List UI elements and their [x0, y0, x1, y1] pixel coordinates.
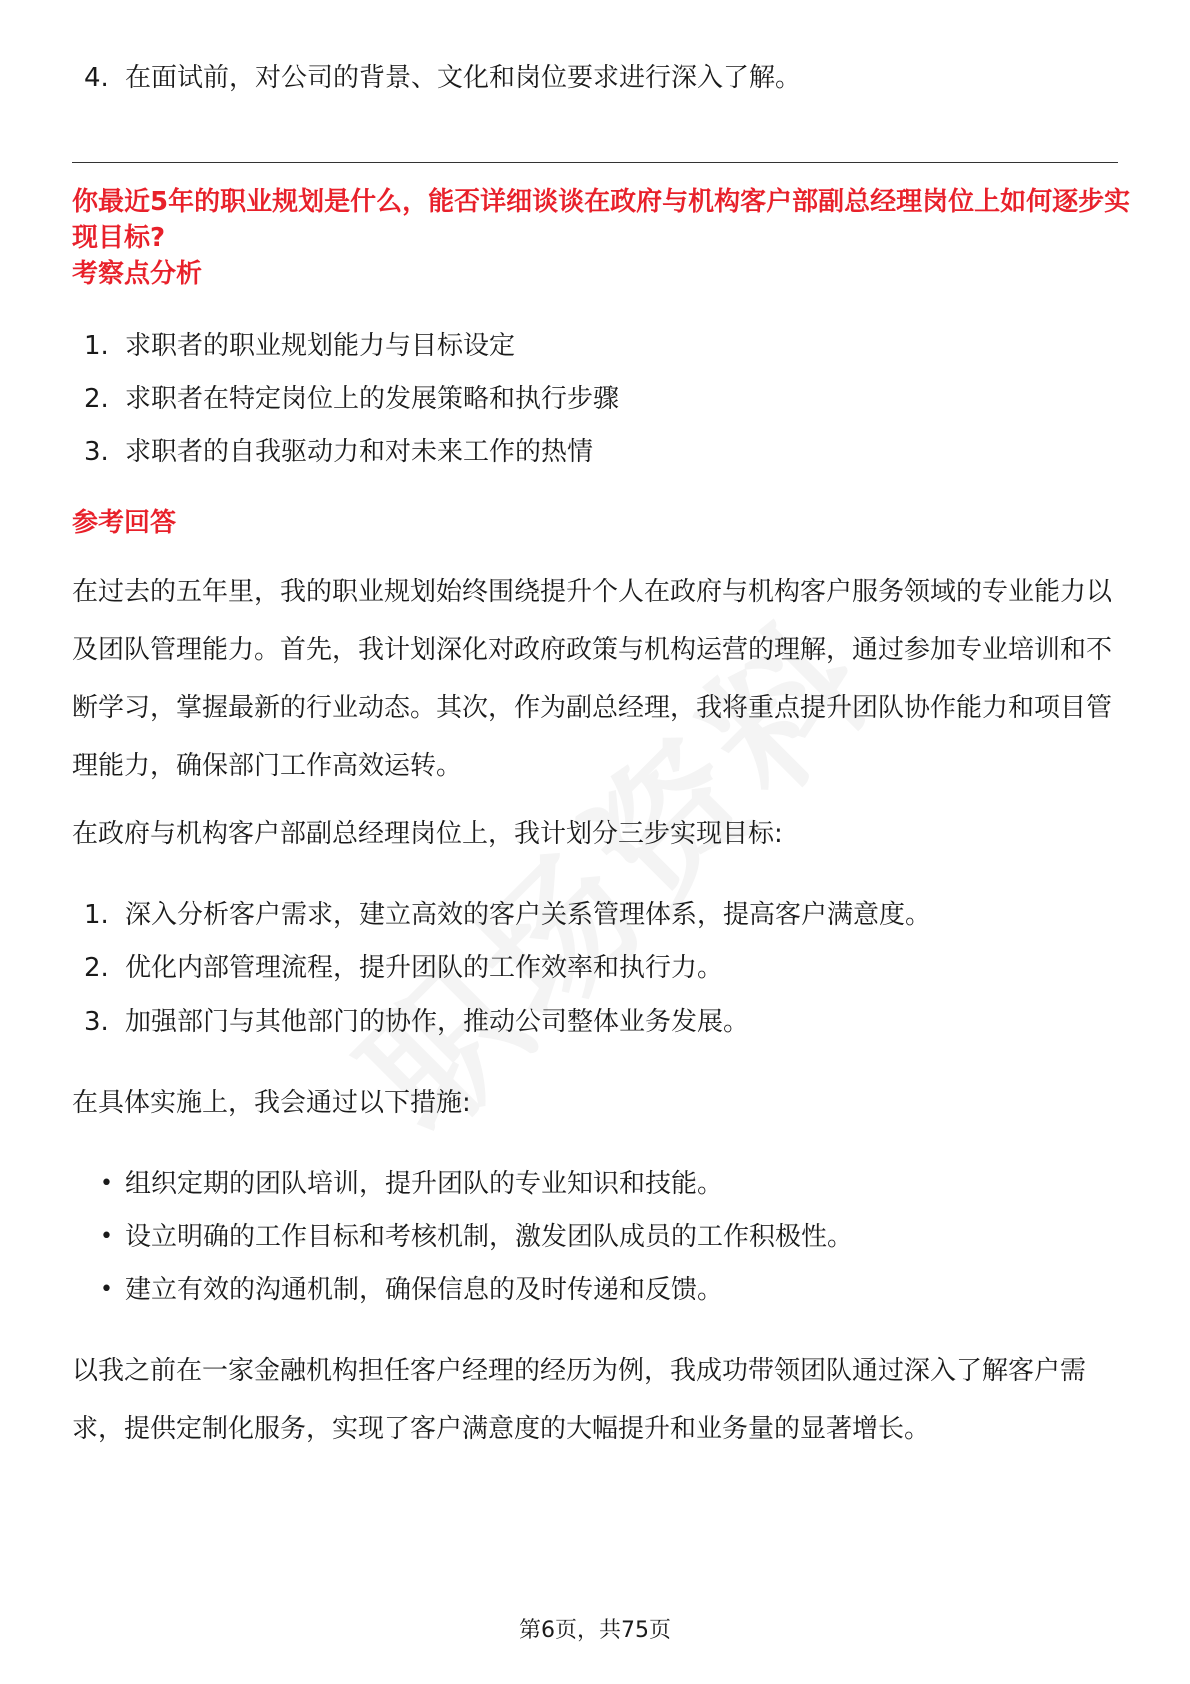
list-number: 3.	[84, 1007, 109, 1037]
list-number: 2.	[84, 384, 109, 414]
bullet-icon: •	[100, 1224, 113, 1249]
list-item-text: 在面试前，对公司的背景、文化和岗位要求进行深入了解。	[125, 63, 802, 93]
answer-heading: 参考回答	[72, 508, 177, 538]
page-number: 第6页，共75页	[519, 1618, 671, 1643]
answer-paragraph-2: 在政府与机构客户部副总经理岗位上，我计划分三步实现目标:	[72, 819, 783, 849]
list-item-text: 求职者在特定岗位上的发展策略和执行步骤	[125, 384, 620, 414]
analysis-heading: 考察点分析	[72, 259, 203, 289]
answer-paragraph-3: 在具体实施上，我会通过以下措施:	[72, 1088, 471, 1118]
list-item-text: 深入分析客户需求，建立高效的客户关系管理体系，提高客户满意度。	[125, 900, 932, 930]
section-divider	[72, 162, 1118, 163]
question-title: 你最近5年的职业规划是什么，能否详细谈谈在政府与机构客户部副总经理岗位上如何逐步实现目标?	[72, 187, 1131, 253]
list-number: 1.	[84, 900, 109, 930]
answer-paragraph-1: 在过去的五年里，我的职业规划始终围绕提升个人在政府与机构客户服务领域的专业能力以及团队管理能力。首先，我计划深化对政府政策与机构运营的理解，通过参加专业培训和不断学习，掌握最新的行业动态。其次，作为副总经理，我将重点提升团队协作能力和项目管理能力，确保部门工作高效运转。	[72, 577, 1113, 781]
list-number: 3.	[84, 437, 109, 467]
list-item-text: 求职者的自我驱动力和对未来工作的热情	[125, 437, 594, 467]
bullet-icon: •	[100, 1277, 113, 1302]
list-item-text: 优化内部管理流程，提升团队的工作效率和执行力。	[125, 953, 724, 983]
list-item-text: 组织定期的团队培训，提升团队的专业知识和技能。	[125, 1169, 724, 1199]
list-item-text: 建立有效的沟通机制，确保信息的及时传递和反馈。	[125, 1275, 724, 1305]
answer-paragraph-4: 以我之前在一家金融机构担任客户经理的经历为例，我成功带领团队通过深入了解客户需求，提供定制化服务，实现了客户满意度的大幅提升和业务量的显著增长。	[72, 1356, 1087, 1444]
list-number: 2.	[84, 953, 109, 983]
bullet-icon: •	[100, 1171, 113, 1196]
list-number: 4.	[84, 63, 109, 93]
list-item-text: 求职者的职业规划能力与目标设定	[125, 331, 516, 361]
list-item-text: 加强部门与其他部门的协作，推动公司整体业务发展。	[125, 1007, 750, 1037]
list-number: 1.	[84, 331, 109, 361]
list-item-text: 设立明确的工作目标和考核机制，激发团队成员的工作积极性。	[125, 1222, 854, 1252]
